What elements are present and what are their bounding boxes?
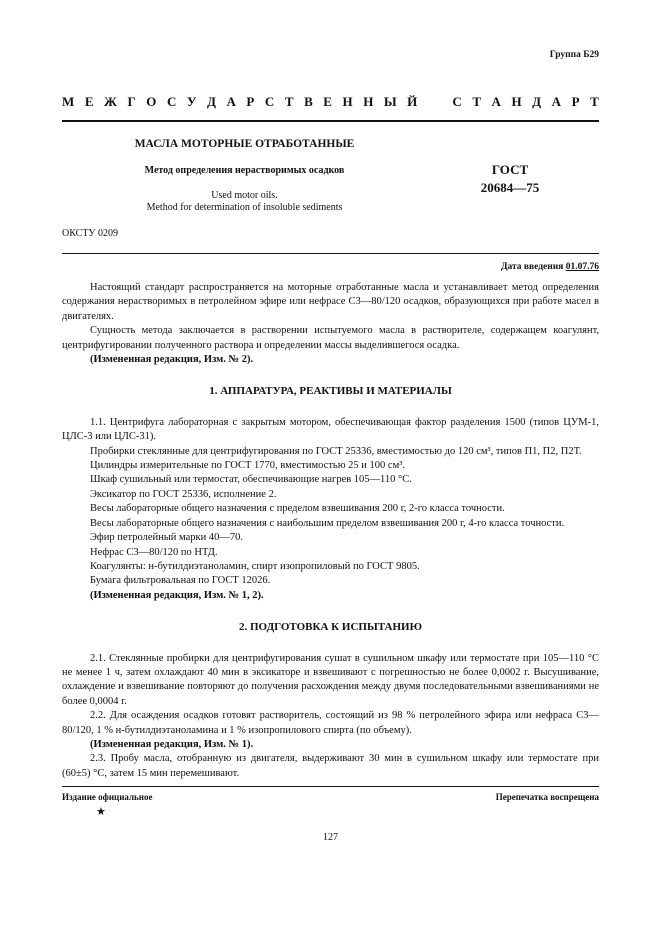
header-letter: А: [226, 94, 236, 109]
paragraph-scope: Настоящий стандарт распространяется на моторные отработанные масла и устанавливает метод определения содержания нерастворимых в петролейном эфире или нефрасе С3—80/120 осадков, образующихся при работе масел в двигателях.: [62, 282, 599, 322]
star-mark: ★: [96, 806, 106, 818]
gost-label: ГОСТ: [491, 162, 529, 177]
header-letter: Р: [571, 94, 580, 109]
document-body: [62, 281, 599, 781]
header-letter: [428, 94, 442, 110]
header-letter: Д: [532, 94, 542, 109]
paragraph-2-2: 2.2. Для осаждения осадков готовят растворитель, состоящий из 98 % петролейного эфира или нефраса С3—80/120, 1 % н-бутилдиэтаноламина и 1 % изопропилового спирта (по объему).: [62, 710, 599, 736]
paragraph-cylinders: Цилиндры измерительные по ГОСТ 1770, вместимостью 25 и 100 см³.: [90, 460, 405, 472]
header-letter: О: [146, 94, 157, 109]
header-letter: Е: [84, 94, 94, 109]
header-letter: Т: [284, 94, 294, 109]
footer-rule: [62, 786, 599, 787]
header-interstate-standard: [62, 94, 599, 110]
paragraph-essence: Сущность метода заключается в растворении испытуемого масла в растворителе, содержащем коагулянт, центрифугировании полученного раствора и определении массы выделившегося осадка.: [62, 325, 599, 351]
header-letter: Ж: [104, 94, 117, 109]
group-label: Группа Б29: [549, 50, 599, 60]
paragraph-coagulants: Коагулянты: н-бутилдиэтаноламин, спирт изопропиловый по ГОСТ 9805.: [90, 560, 420, 572]
document-title: МАСЛА МОТОРНЫЕ ОТРАБОТАННЫЕ: [134, 138, 355, 150]
section-heading-2: 2. ПОДГОТОВКА К ИСПЫТАНИЮ: [239, 621, 422, 634]
footer-official-edition: Издание официальное: [62, 792, 153, 802]
spacer: [62, 399, 599, 416]
header-letter: С: [452, 94, 462, 109]
footer-reprint-prohibited: Перепечатка воспрещена: [495, 792, 599, 802]
header-letter: С: [264, 94, 275, 109]
amendment-note: (Измененная редакция, Изм. № 1).: [90, 738, 254, 750]
page-number: 127: [323, 832, 338, 843]
header-letter: Н: [511, 94, 522, 109]
header-letter: А: [551, 94, 562, 109]
header-letter: Н: [363, 94, 374, 109]
paragraph-test-tubes: Пробирки стеклянные для центрифугирования по ГОСТ 25336, вместимостью до 120 см³, типов П1, П2, П2Т.: [90, 445, 582, 457]
header-letter: Р: [246, 94, 255, 109]
header-letter: С: [166, 94, 177, 109]
document-subtitle: Метод определения нерастворимых осадков: [144, 165, 345, 176]
header-letter: Н: [342, 94, 353, 109]
date-label: Дата введения: [500, 262, 566, 272]
header-letter: У: [186, 94, 197, 109]
header-letter: М: [62, 94, 75, 109]
paragraph-filter-paper: Бумага фильтровальная по ГОСТ 12026.: [90, 575, 271, 587]
top-rule: [62, 120, 599, 122]
spacer: [62, 635, 599, 652]
spacer: [62, 603, 599, 620]
paragraph-2-1: 2.1. Стеклянные пробирки для центрифугирования сушат в сушильном шкафу или термостате при 105—110 °С не менее 1 ч, затем охлаждают 40 мин в эксикаторе и взвешивают с погрешностью не более 0,0002 г. Высушивание, охлаждение и взвешивание повторяют до получения расхождения между двумя последовательными взвешиваниями не более 0,0004 г.: [62, 652, 599, 707]
title-english-line-2: Method for determination of insoluble sediments: [146, 202, 343, 213]
okstu-code: ОКСТУ 0209: [62, 228, 119, 239]
header-letter: А: [491, 94, 501, 109]
middle-rule: [62, 253, 599, 254]
header-letter: Т: [590, 94, 599, 109]
header-letter: Ы: [383, 94, 397, 109]
effective-date: [501, 262, 599, 272]
paragraph-ether: Эфир петролейный марки 40—70.: [90, 532, 243, 544]
paragraph-2-3: 2.3. Пробу масла, отобранную из двигателя, выдерживают 30 мин в сушильном шкафу или термостате при (60±5) °С, затем 15 мин перемешивают.: [62, 753, 599, 779]
title-english-line-1: Used motor oils.: [211, 190, 278, 201]
header-letter: Д: [206, 94, 216, 109]
spacer: [62, 367, 599, 384]
header-letter: В: [304, 94, 313, 109]
amendment-note: (Измененная редакция, Изм. № 2).: [90, 354, 254, 366]
header-letter: Т: [472, 94, 481, 109]
paragraph-scales-2: Весы лабораторные общего назначения с наибольшим пределом взвешивания 200 г, 4-го класса точности.: [90, 517, 565, 529]
paragraph-oven: Шкаф сушильный или термостат, обеспечивающие нагрев 105—110 °С.: [90, 474, 412, 486]
header-letter: Г: [127, 94, 136, 109]
date-value: 01.07.76: [565, 262, 599, 272]
gost-number: 20684—75: [480, 180, 540, 195]
paragraph-1-1: 1.1. Центрифуга лабораторная с закрытым мотором, обеспечивающая фактор разделения 1500 (типов ЦУМ-1, ЦЛС-3 или ЦЛС-31).: [62, 416, 599, 443]
paragraph-scales-1: Весы лабораторные общего назначения с пределом взвешивания 200 г, 2-го класса точности.: [90, 503, 505, 515]
amendment-note: (Измененная редакция, Изм. № 1, 2).: [90, 589, 264, 601]
header-letter: Й: [407, 94, 418, 109]
section-heading-1: 1. АППАРАТУРА, РЕАКТИВЫ И МАТЕРИАЛЫ: [209, 385, 452, 398]
paragraph-desiccator: Эксикатор по ГОСТ 25336, исполнение 2.: [90, 488, 277, 500]
header-letter: Е: [323, 94, 332, 109]
paragraph-nefras: Нефрас С3—80/120 по НТД.: [90, 546, 218, 558]
